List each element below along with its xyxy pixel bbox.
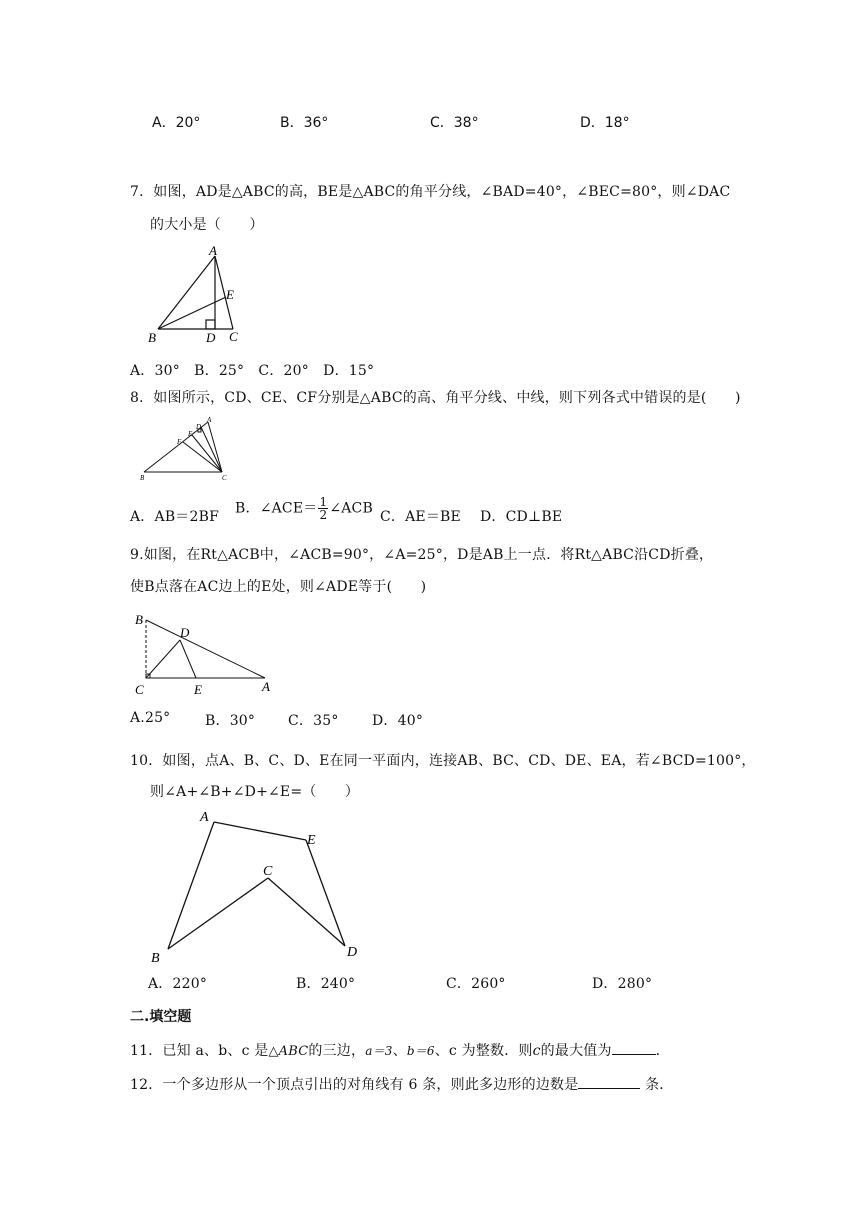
q6-option-b: B．36° (280, 115, 329, 131)
q12-stem (130, 1074, 673, 1094)
q9-stem-line2: 使B点落在AC边上的E处，则∠ADE等于( ) (130, 579, 427, 595)
q7-label-a: A (209, 244, 217, 258)
q10-figure (140, 806, 380, 970)
q9-label-c: C (135, 682, 144, 697)
q10-label-d: D (347, 945, 358, 960)
q8-option-a: A．AB＝2BF (130, 509, 220, 525)
q8-option-d: D．CD⊥BE (480, 509, 563, 525)
q7-label-c: C (229, 329, 238, 344)
q8-label-c: C (222, 474, 227, 482)
q8-fraction (318, 496, 328, 521)
q12-tail: 条． (640, 1077, 674, 1093)
q10-label-a: A (200, 810, 209, 825)
q11-triangle: △ABC (268, 1044, 309, 1059)
q7-label-b: B (148, 330, 156, 345)
q9-label-a: A (262, 679, 270, 694)
q10-option-a: A．220° (148, 976, 208, 992)
q9-label-b: B (135, 612, 143, 627)
q9-figure (130, 610, 280, 700)
q6-option-a: A．20° (152, 115, 201, 131)
q8-label-a: A (207, 416, 212, 424)
q6-option-d: D．18° (580, 115, 630, 131)
q10-label-c: C (263, 864, 273, 879)
q9-option-d: D．40° (372, 713, 424, 729)
q10-stem-line2: 则∠A+∠B+∠D+∠E=（ ） (150, 784, 360, 800)
q10-label-b: B (151, 951, 160, 966)
section-heading-fill-in: 二.填空题 (130, 1009, 192, 1025)
q10-stem-line1: 10．如图，点A、B、C、D、E在同一平面内，连接AB、BC、CD、DE、EA，若∠BCD=100°， (130, 753, 756, 769)
q9-stem-line1: 9.如图，在Rt△ACB中，∠ACB=90°，∠A=25°，D是AB上一点．将Rt△ABC沿CD折叠， (130, 547, 714, 563)
q12-answer-blank[interactable] (578, 1076, 640, 1089)
q11-end: 的最大值为 (540, 1043, 612, 1059)
q6-option-c: C．38° (430, 115, 479, 131)
q9-label-e: E (194, 682, 202, 697)
q8-stem: 8．如图所示，CD、CE、CF分别是△ABC的高、角平分线、中线，则下列各式中错误的是( ) (130, 390, 741, 406)
q11-pre: 11．已知 a、b、c 是 (130, 1043, 269, 1059)
q10-label-e: E (307, 833, 316, 848)
q11-mid: 的三边， (308, 1043, 366, 1059)
q8-frac-num: 1 (319, 495, 328, 509)
q8-figure (136, 414, 236, 484)
q8-option-c: C．AE＝BE (380, 509, 461, 525)
q7-label-e: E (226, 287, 234, 302)
q7-stem-line1: 7．如图，AD是△ABC的高，BE是△ABC的角平分线，∠BAD=40°，∠BEC=80°，则∠DAC (130, 184, 731, 200)
q10-option-b: B．240° (296, 976, 356, 992)
q8-frac-den: 2 (319, 508, 328, 522)
q8-option-b-suffix: ∠ACB (329, 500, 373, 517)
q7-stem-line2: 的大小是（ ） (150, 217, 264, 233)
q11-answer-blank[interactable] (612, 1042, 656, 1055)
q9-label-d: D (180, 625, 190, 640)
q8-option-b-prefix: B．∠ACE＝ (235, 500, 318, 517)
q9-option-b: B．30° (205, 713, 256, 729)
q8-label-f: F (177, 438, 182, 446)
q11-a-value: a＝3 (365, 1044, 393, 1058)
q9-option-a: A.25° (130, 710, 171, 726)
q8-label-e: E (188, 430, 193, 438)
q11-b-value: b＝6 (406, 1044, 435, 1058)
q11-post: 、c 为整数．则 (434, 1043, 533, 1059)
q11-tail: ． (655, 1043, 670, 1059)
q7-figure (140, 244, 260, 348)
q8-label-b: B (140, 474, 145, 482)
q8-label-d: D (196, 423, 202, 431)
q9-option-c: C．35° (288, 713, 339, 729)
q7-options: A．30° B．25° C．20° D．15° (130, 363, 375, 379)
q10-option-c: C．260° (446, 976, 506, 992)
q8-option-b (235, 496, 373, 521)
q11-stem (130, 1040, 670, 1060)
q11-sep: 、 (392, 1043, 407, 1059)
q7-label-d: D (206, 330, 216, 345)
q12-text: 12．一个多边形从一个顶点引出的对角线有 6 条，则此多边形的边数是 (130, 1077, 579, 1093)
q11-c: c (532, 1043, 541, 1059)
q10-option-d: D．280° (592, 976, 653, 992)
